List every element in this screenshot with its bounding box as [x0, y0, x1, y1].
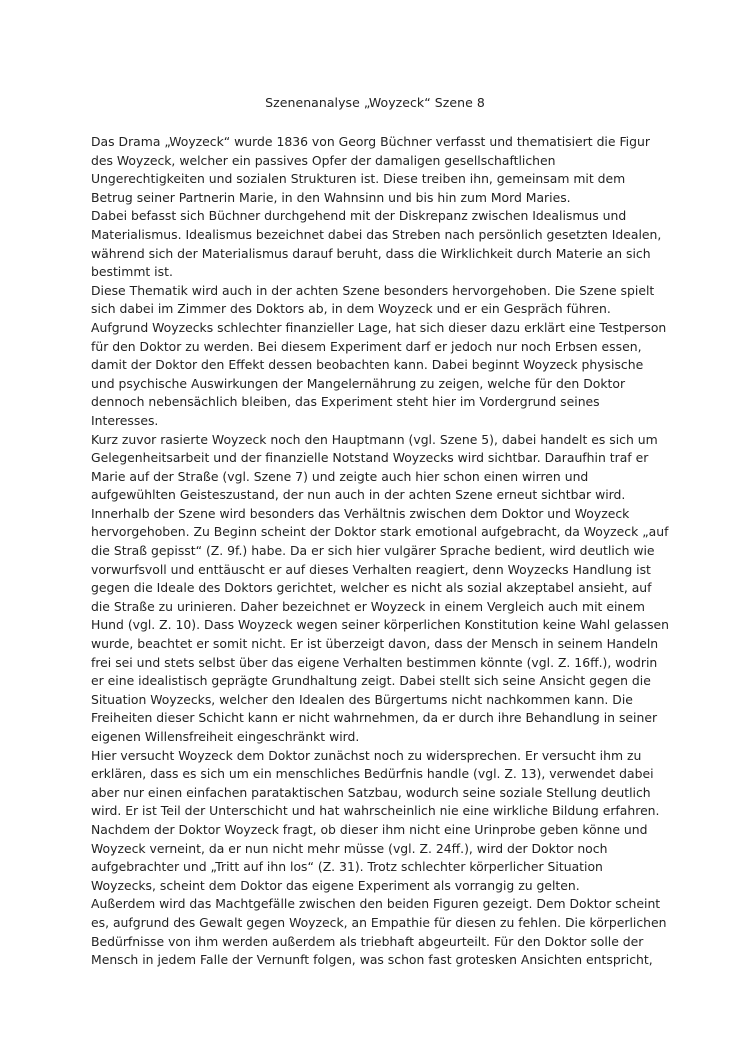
text-line: Innerhalb der Szene wird besonders das Verhältnis zwischen dem Doktor und Woyzeck [91, 505, 630, 521]
text-line: Bedürfnisse von ihm werden außerdem als triebhaft abgeurteilt. Für den Doktor solle der [91, 933, 644, 949]
text-line: Materialismus. Idealismus bezeichnet dabei das Streben nach persönlich gesetzten Idealen, [91, 226, 662, 242]
text-line: aber nur einen einfachen parataktischen Satzbau, wodurch seine soziale Stellung deutlich [91, 784, 651, 800]
text-line: Gelegenheitsarbeit und der finanzielle Notstand Woyzecks wird sichtbar. Daraufhin traf er [91, 450, 649, 466]
text-line: die Straß gepisst“ (Z. 9f.) habe. Da er sich hier vulgärer Sprache bedient, wird deutlich wie [91, 543, 655, 559]
text-line: des Woyzeck, welcher ein passives Opfer der damaligen gesellschaftlichen [91, 152, 556, 168]
text-line: Das Drama „Woyzeck“ wurde 1836 von Georg Büchner verfasst und thematisiert die Figur [91, 134, 650, 149]
text-line: Woyzeck verneint, da er nun nicht mehr müsse (vgl. Z. 24ff.), wird der Doktor noch [91, 840, 608, 856]
text-line: aufgewühlten Geisteszustand, der nun auch in der achten Szene erneut sichtbar wird. [91, 487, 626, 503]
text-line: Mensch in jedem Falle der Vernunft folgen, was schon fast grotesken Ansichten entspricht, [91, 952, 653, 968]
text-line: er eine idealistisch geprägte Grundhaltung zeigt. Dabei stellt sich seine Ansicht gegen die [91, 673, 651, 689]
text-line: Diese Thematik wird auch in der achten Szene besonders hervorgehoben. Die Szene spielt [91, 282, 655, 298]
text-line: wird. Er ist Teil der Unterschicht und hat wahrscheinlich nie eine wirkliche Bildung erfahren. [91, 803, 660, 819]
text-line: damit der Doktor den Effekt dessen beobachten kann. Dabei beginnt Woyzeck physische [91, 357, 644, 373]
text-line: Betrug seiner Partnerin Marie, in den Wahnsinn und bis hin zum Mord Maries. [91, 189, 571, 205]
text-line: Ungerechtigkeiten und sozialen Strukturen ist. Diese treiben ihn, gemeinsam mit dem [91, 171, 626, 187]
text-line: Woyzecks, scheint dem Doktor das eigene Experiment als vorrangig zu gelten. [91, 877, 580, 893]
text-line: aufgebrachter und „Tritt auf ihn los“ (Z. 31). Trotz schlechter körperlicher Situation [91, 859, 603, 875]
text-line: hervorgehoben. Zu Beginn scheint der Doktor stark emotional aufgebracht, da Woyzeck „auf [91, 524, 669, 540]
text-line: gegen die Ideale des Doktors gerichtet, welcher es nicht als sozial akzeptabel ansieht, auf [91, 580, 652, 596]
text-line: Marie auf der Straße (vgl. Szene 7) und zeigte auch hier schon einen wirren und [91, 468, 589, 484]
text-line: sich dabei im Zimmer des Doktors ab, in dem Woyzeck und er ein Gespräch führen. [91, 301, 611, 317]
text-line: Situation Woyzecks, welcher den Idealen des Bürgertums nicht nachkommen kann. Die [91, 691, 633, 707]
text-line: für den Doktor zu werden. Bei diesem Experiment darf er jedoch nur noch Erbsen essen, [91, 338, 642, 354]
text-line: Interesses. [91, 412, 159, 428]
text-line: eigenen Willensfreiheit eingeschränkt wird. [91, 729, 360, 744]
text-line: Kurz zuvor rasierte Woyzeck noch den Hauptmann (vgl. Szene 5), dabei handelt es sich um [91, 431, 658, 447]
text-line: es, aufgrund des Gewalt gegen Woyzeck, an Empathie für diesen zu fehlen. Die körperlichen [91, 914, 667, 930]
text-line: bestimmt ist. [91, 264, 173, 280]
text-line: erklären, dass es sich um ein menschliches Bedürfnis handle (vgl. Z. 13), verwendet dabei [91, 766, 654, 782]
text-line: wurde, beachtet er somit nicht. Er ist überzeigt davon, dass der Mensch in seinem Handeln [91, 636, 659, 652]
text-line: die Straße zu urinieren. Daher bezeichnet er Woyzeck in einem Vergleich auch mit einem [91, 598, 645, 614]
text-line: dennoch nebensächlich bleiben, das Experiment steht hier im Vordergrund seines [91, 394, 600, 410]
text-line: frei sei und stets selbst über das eigene Verhalten bestimmen könnte (vgl. Z. 16ff.), wodrin [91, 654, 658, 670]
text-line: und psychische Auswirkungen der Mangelernährung zu zeigen, welche für den Doktor [91, 375, 626, 391]
text-line: Aufgrund Woyzecks schlechter finanzieller Lage, hat sich dieser dazu erklärt eine Testperson [91, 319, 667, 335]
text-line: Freiheiten dieser Schicht kann er nicht wahrnehmen, da er durch ihre Behandlung in seiner [91, 710, 658, 726]
text-line: Dabei befasst sich Büchner durchgehend mit der Diskrepanz zwischen Idealismus und [91, 208, 627, 224]
text-line: Außerdem wird das Machtgefälle zwischen den beiden Figuren gezeigt. Dem Doktor scheint [91, 896, 661, 912]
document-title: Szenenanalyse „Woyzeck“ Szene 8 [265, 95, 485, 110]
text-line: Hund (vgl. Z. 10). Dass Woyzeck wegen seiner körperlichen Konstitution keine Wahl gelassen [91, 617, 670, 633]
text-line: Hier versucht Woyzeck dem Doktor zunächst noch zu widersprechen. Er versucht ihm zu [91, 747, 642, 763]
text-line: während sich der Materialismus darauf beruht, dass die Wirklichkeit durch Materie an sich [91, 245, 651, 261]
document-body [91, 133, 691, 970]
text-line: vorwurfsvoll und enttäuscht er auf dieses Verhalten reagiert, denn Woyzecks Handlung ist [91, 561, 651, 577]
text-line: Nachdem der Doktor Woyzeck fragt, ob dieser ihm nicht eine Urinprobe geben könne und [91, 821, 648, 837]
